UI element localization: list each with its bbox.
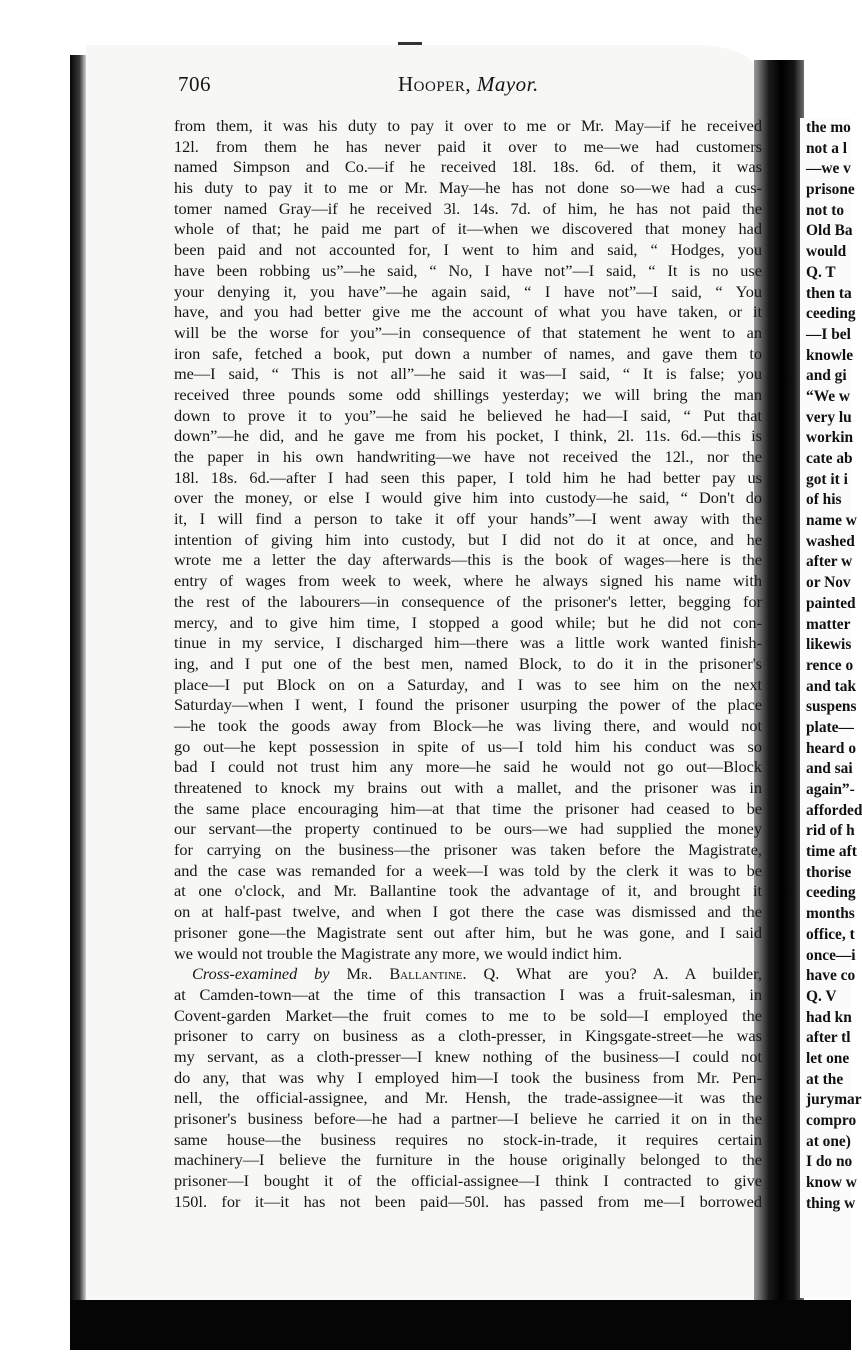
book-bottom-edge — [70, 1300, 851, 1350]
text-line: it, I will find a person to take it off your hands”—I went away with the — [174, 509, 762, 529]
facing-page-line: prisone — [806, 181, 855, 199]
facing-page-text — [800, 118, 862, 1214]
facing-page-line: Q. T — [806, 263, 836, 281]
facing-page-line: not to — [806, 201, 845, 219]
facing-page-line: rence o — [806, 656, 854, 674]
facing-page-line: I do no — [806, 1153, 853, 1171]
text-line: nell, the official-assignee, and Mr. Hensh, the trade-assignee—it was the — [174, 1088, 762, 1108]
facing-page-line: knowle — [806, 346, 854, 364]
facing-page-line: at one) — [806, 1132, 851, 1150]
facing-page-line: thorise — [806, 863, 852, 881]
facing-page-line: after tl — [806, 1029, 851, 1047]
text-line: Covent-garden Market—the fruit comes to me to be sold—I employed the — [174, 1005, 762, 1025]
text-line: down”—he did, and he gave me from his pocket, I think, 2l. 11s. 6d.—this is — [174, 426, 762, 446]
facing-page-line: workin — [806, 429, 854, 447]
facing-page-line: likewis — [806, 636, 852, 654]
text-line: down to prove it to you”—he said he believed he had—I said, “ Put that — [174, 405, 762, 425]
facing-page-line: washed — [806, 532, 855, 550]
text-line: on at half-past twelve, and when I got there the case was dismissed and the — [174, 902, 762, 922]
text-line: prisoner—I bought it of the official-assignee—I think I contracted to give — [174, 1171, 762, 1191]
text-line: the rest of the labourers—in consequence of the prisoner's letter, begging for — [174, 591, 762, 611]
facing-page-line: Old Ba — [806, 222, 853, 240]
facing-page-line: and sai — [806, 760, 853, 778]
text-line: place—I put Block on on a Saturday, and I was to see him on the next — [174, 674, 762, 694]
text-line: and the case was remanded for a week—I was told by the clerk it was to be — [174, 860, 762, 880]
page-mark — [398, 42, 422, 45]
page-header — [178, 72, 748, 102]
cross-exam-lead: Cross-examined by — [192, 964, 330, 984]
facing-page-line: cate ab — [806, 450, 853, 467]
facing-page-line: name w — [806, 512, 857, 530]
facing-page-line: heard o — [806, 739, 857, 757]
text-line: been paid and not accounted for, I went to him and said, “ Hodges, you — [174, 240, 762, 260]
text-line: mercy, and to give him time, I stopped a good while; but he did not con- — [174, 612, 762, 632]
text-line: tomer named Gray—if he received 3l. 14s. 7d. of him, he has not paid the — [174, 198, 762, 218]
facing-page-line: let one — [806, 1049, 850, 1067]
facing-page-line: or Nov — [806, 574, 851, 592]
facing-page-line: jurymar — [806, 1091, 862, 1109]
page-number: 706 — [178, 72, 211, 96]
facing-page-line: the mo — [806, 119, 851, 136]
facing-page-line: not a l — [806, 139, 848, 157]
text-line: will be the worse for you”—in consequence of that statement he went to an — [174, 322, 762, 342]
text-line: —he took the goods away from Block—he was living there, and would not — [174, 715, 762, 735]
cross-exam-paragraph — [174, 985, 762, 1213]
text-line: machinery—I believe the furniture in the house originally belonged to the — [174, 1150, 762, 1170]
text-line: do any, that was why I employed him—I took the business from Mr. Pen- — [174, 1067, 762, 1087]
text-line: bad I could not trust him any more—he said he would not go out—Block — [174, 757, 762, 777]
text-line: for carrying on the business—the prisoner was taken before the Magistrate, — [174, 840, 762, 860]
text-line: prisoner to carry on business as a cloth-presser, in Kingsgate-street—he was — [174, 1026, 762, 1046]
text-line: my servant, as a cloth-presser—I knew nothing of the business—I could not — [174, 1046, 762, 1066]
text-line: the paper in his own handwriting—we have not received the 12l., nor the — [174, 447, 762, 466]
facing-page-line: and tak — [806, 677, 857, 695]
text-line: received three pounds some odd shillings yesterday; we will bring the man — [174, 384, 762, 404]
facing-page-line: and gi — [806, 367, 847, 385]
text-line: your denying it, you have”—he again said, “ I have not”—I said, “ You — [174, 281, 762, 301]
text-line: prisoner gone—the Magistrate sent out after him, but he was gone, and I said — [174, 922, 762, 942]
text-line: me—I said, “ This is not all”—he said it was—I said, “ It is false; you — [174, 364, 762, 384]
facing-page-line: ceeding — [806, 305, 856, 323]
facing-page-line: very lu — [806, 408, 852, 426]
text-line: the same place encouraging him—at that time the prisoner had ceased to be — [174, 798, 762, 818]
text-line: whole of that; he paid me part of it—when we discovered that money had — [174, 219, 762, 239]
text-line: have been robbing us”—he said, “ No, I have not”—I said, “ It is no use — [174, 260, 762, 280]
text-line: from them, it was his duty to pay it over to me or Mr. May—if he received — [174, 116, 762, 135]
facing-page-line: matter — [806, 615, 851, 633]
facing-page-line: at the — [806, 1070, 844, 1088]
facing-page-line: painted — [806, 594, 856, 612]
cross-exam-question: Q. What are you? A. A builder, — [466, 964, 762, 984]
facing-page-line: thing w — [806, 1194, 856, 1212]
running-head: Hooper, Mayor. — [398, 72, 539, 96]
text-line: intention of giving him into custody, but I did not do it at once, and he — [174, 529, 762, 549]
testimony-text — [174, 116, 762, 1212]
facing-page-line: have co — [806, 967, 856, 985]
facing-page-line: of his — [806, 491, 842, 509]
facing-page — [800, 118, 862, 1298]
text-line: prisoner's business before—he had a partner—I believe he carried it on in the — [174, 1109, 762, 1128]
text-line: his duty to pay it to me or Mr. May—he has not done so—we had a cus- — [174, 178, 762, 198]
facing-page-line: —I bel — [806, 325, 851, 343]
facing-page-line: compro — [806, 1112, 857, 1129]
facing-page-line: then ta — [806, 284, 852, 302]
text-line: Saturday—when I went, I found the prisoner usurping the power of the place — [174, 695, 762, 715]
running-head-name: Hooper — [398, 72, 466, 96]
text-line: at one o'clock, and Mr. Ballantine took the advantage of it, and brought it — [174, 881, 762, 901]
text-line: iron safe, fetched a book, put down a number of names, and gave them to — [174, 343, 762, 363]
facing-page-line: “We w — [806, 387, 851, 405]
text-line: our servant—the property continued to be ours—we had supplied the money — [174, 819, 762, 839]
text-line: 150l. for it—it has not been paid—50l. has passed from me—I borrowed — [174, 1191, 762, 1211]
facing-page-line: plate— — [806, 718, 854, 736]
facing-page-line: again”- — [806, 781, 855, 798]
cross-exam-line — [174, 964, 762, 985]
facing-page-line: had kn — [806, 1008, 852, 1026]
facing-page-line: once—i — [806, 946, 856, 964]
text-line: 18l. 18s. 6d.—after I had seen this paper, I told him he had better pay us — [174, 467, 762, 487]
text-line: over the money, or else I would give him into custody—he said, “ Don't do — [174, 488, 762, 508]
text-line: we would not trouble the Magistrate any more, we would indict him. — [174, 943, 623, 963]
facing-page-line: rid of h — [806, 822, 855, 840]
text-line: tinue in my service, I discharged him—there was a little work wanted finish- — [174, 633, 762, 653]
facing-page-line: afforded — [806, 801, 862, 819]
facing-page-line: suspens — [806, 698, 857, 716]
facing-page-line: after w — [806, 553, 853, 571]
text-line: go out—he kept possession in spite of us—I told him his conduct was so — [174, 736, 762, 756]
book-left-edge — [70, 55, 86, 1315]
text-line: have, and you had better give me the account of what you have taken, or it — [174, 302, 762, 322]
facing-page-line: know w — [806, 1174, 857, 1192]
text-line: ing, and I put one of the best men, named Block, to do it in the prisoner's — [174, 653, 762, 673]
text-line: wrote me a letter the day afterwards—this is the book of wages—here is the — [174, 550, 762, 570]
facing-page-line: got it i — [806, 470, 848, 488]
facing-page-line: Q. V — [806, 987, 837, 1005]
cross-exam-counsel: Mr. Ballantine. — [346, 964, 467, 984]
text-line: named Simpson and Co.—if he received 18l. 18s. 6d. of them, it was — [174, 157, 762, 177]
facing-page-line: ceeding — [806, 884, 856, 902]
text-line: threatened to knock my brains out with a mallet, and the prisoner was in — [174, 778, 762, 797]
text-line: 12l. from them he has never paid it over to me—we had customers — [174, 136, 762, 156]
facing-page-line: months — [806, 905, 855, 923]
facing-page-line: would — [806, 243, 847, 261]
facing-page-line: —we v — [806, 160, 851, 178]
text-line: entry of wages from week to week, where he always signed his name with — [174, 571, 762, 591]
text-line: at Camden-town—at the time of this transaction I was a fruit-salesman, in — [174, 984, 762, 1004]
testimony-paragraph — [174, 116, 762, 964]
running-head-title: Mayor. — [476, 72, 539, 96]
facing-page-line: office, t — [806, 925, 855, 943]
text-line: same house—the business requires no stock-in-trade, it requires certain — [174, 1129, 762, 1149]
facing-page-line: time aft — [806, 843, 857, 861]
